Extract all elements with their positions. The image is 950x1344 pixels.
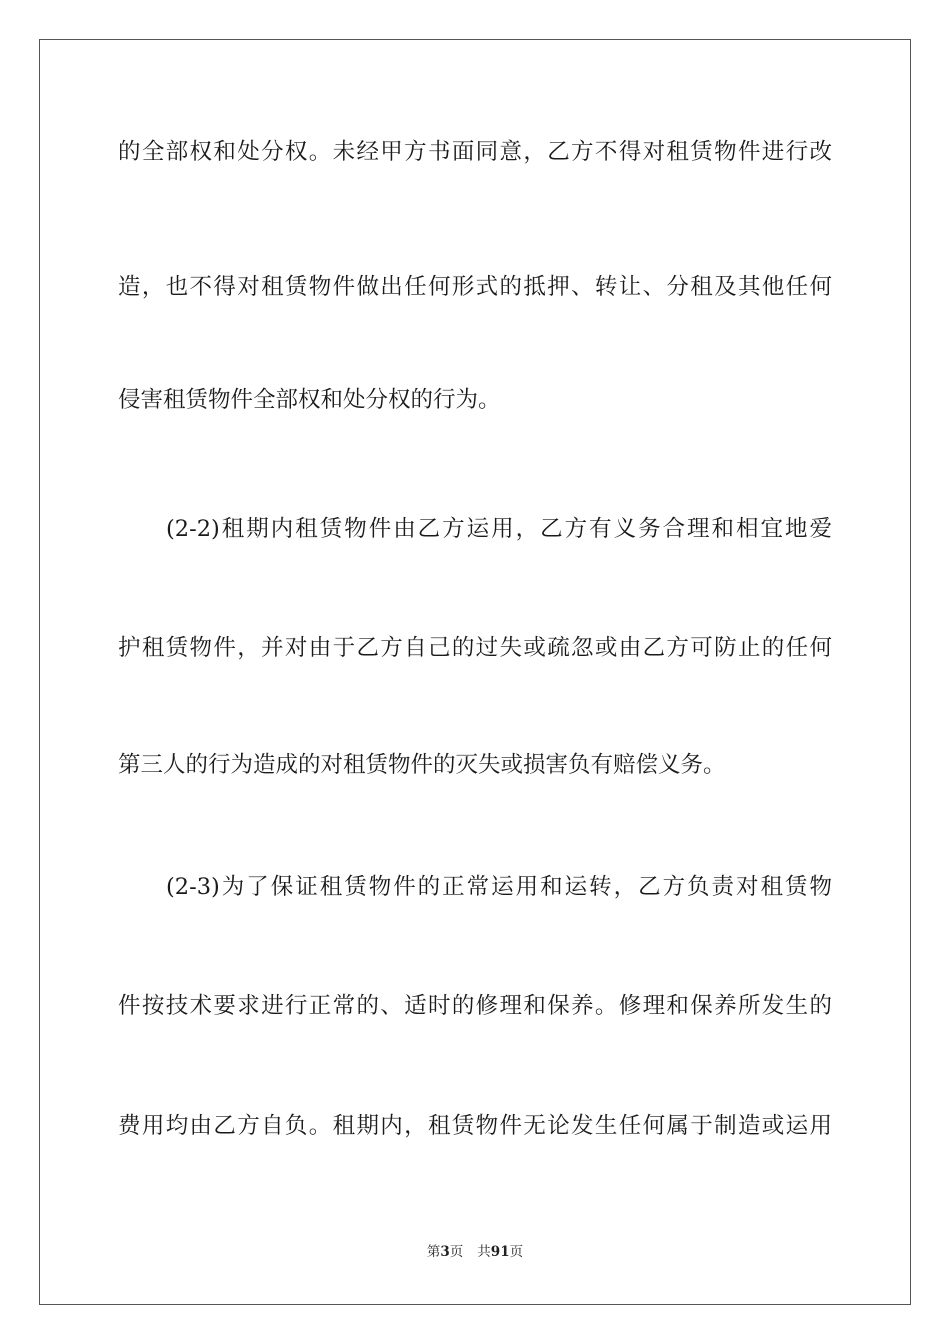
text-line-9: 费用均由乙方自负。租期内，租赁物件无论发生任何属于制造或运用 bbox=[118, 1113, 832, 1139]
total-suffix: 页 bbox=[509, 1244, 524, 1260]
page-footer bbox=[0, 1243, 950, 1261]
text-line-7: (2-3)为了保证租赁物件的正常运用和运转，乙方负责对租赁物 bbox=[166, 874, 832, 900]
page-number: 3 bbox=[440, 1244, 450, 1260]
text-line-6: 第三人的行为造成的对租赁物件的灭失或损害负有赔偿义务。 bbox=[118, 752, 726, 778]
text-line-4: (2-2)租期内租赁物件由乙方运用，乙方有义务合理和相宜地爱 bbox=[166, 516, 832, 542]
text-line-5: 护租赁物件，并对由于乙方自己的过失或疏忽或由乙方可防止的任何 bbox=[118, 635, 832, 661]
text-line-2: 造，也不得对租赁物件做出任何形式的抵押、转让、分租及其他任何 bbox=[118, 274, 832, 300]
text-line-8: 件按技术要求进行正常的、适时的修理和保养。修理和保养所发生的 bbox=[118, 993, 832, 1019]
total-pages: 91 bbox=[490, 1244, 510, 1260]
page-prefix: 第 bbox=[426, 1244, 441, 1260]
page-suffix: 页 bbox=[449, 1244, 464, 1260]
total-prefix: 共 bbox=[477, 1244, 491, 1260]
text-line-1: 的全部权和处分权。未经甲方书面同意，乙方不得对租赁物件进行改 bbox=[118, 139, 832, 165]
text-line-3: 侵害租赁物件全部权和处分权的行为。 bbox=[118, 387, 501, 413]
